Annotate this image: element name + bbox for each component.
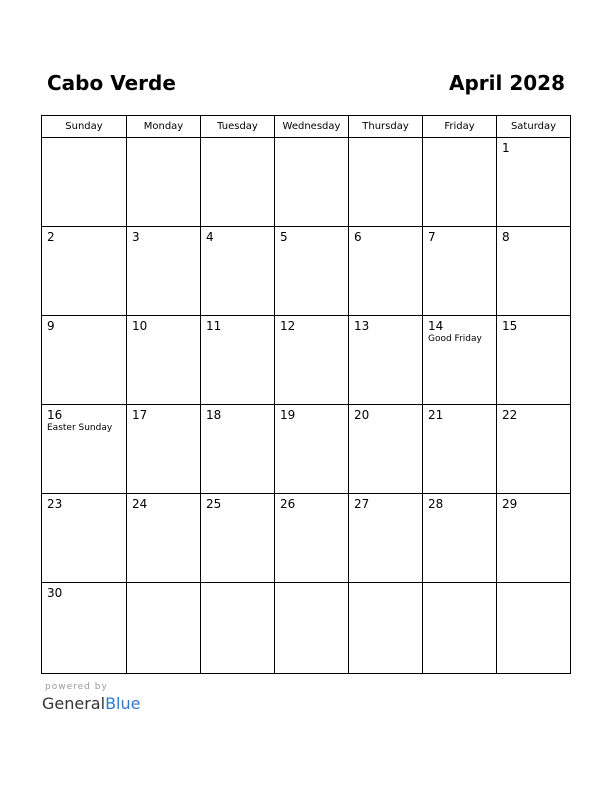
- day-cell: [127, 494, 201, 582]
- calendar-grid: [41, 115, 571, 674]
- day-number: 14: [428, 319, 444, 333]
- day-cell: [275, 583, 349, 673]
- day-number: 1: [502, 141, 510, 155]
- day-number: 23: [47, 497, 63, 511]
- holiday-label: Easter Sunday: [47, 423, 113, 433]
- day-cell: [275, 316, 349, 404]
- day-number: 16: [47, 408, 63, 422]
- day-cell: [201, 227, 275, 315]
- day-number: 19: [280, 408, 296, 422]
- weekday-header-sunday: Sunday: [42, 116, 127, 137]
- day-number: 18: [206, 408, 222, 422]
- week-row: [42, 583, 570, 673]
- day-cell: [349, 227, 423, 315]
- powered-by-label: powered by: [45, 682, 108, 692]
- day-cell: [127, 316, 201, 404]
- day-cell: [127, 405, 201, 493]
- day-cell: [275, 405, 349, 493]
- weekday-header-tuesday: Tuesday: [201, 116, 275, 137]
- day-cell: [423, 138, 497, 226]
- day-cell: [127, 227, 201, 315]
- day-number: 12: [280, 319, 296, 333]
- day-cell: [42, 583, 127, 673]
- day-cell: [497, 138, 570, 226]
- day-number: 15: [502, 319, 518, 333]
- day-number: 30: [47, 586, 63, 600]
- day-cell: [42, 227, 127, 315]
- day-cell: [275, 227, 349, 315]
- day-number: 21: [428, 408, 444, 422]
- day-cell: [349, 494, 423, 582]
- logo-text-general: General: [42, 694, 106, 713]
- day-number: 3: [132, 230, 140, 244]
- day-number: 20: [354, 408, 370, 422]
- day-cell: [201, 316, 275, 404]
- day-cell: [275, 494, 349, 582]
- week-row: [42, 405, 570, 494]
- day-number: 8: [502, 230, 510, 244]
- day-cell: [349, 316, 423, 404]
- logo-text-blue: Blue: [105, 694, 141, 713]
- weeks-container: [42, 138, 570, 673]
- day-number: 22: [502, 408, 518, 422]
- day-cell: [127, 138, 201, 226]
- weekday-header-thursday: Thursday: [349, 116, 423, 137]
- holiday-label: Good Friday: [428, 334, 482, 344]
- day-number: 26: [280, 497, 296, 511]
- week-row: [42, 316, 570, 405]
- day-cell: [497, 316, 570, 404]
- day-cell: [423, 583, 497, 673]
- week-row: [42, 494, 570, 583]
- day-cell: [42, 405, 127, 493]
- day-cell: [423, 316, 497, 404]
- generalblue-logo[interactable]: [42, 694, 140, 714]
- day-cell: [201, 405, 275, 493]
- day-cell: [201, 583, 275, 673]
- day-cell: [201, 138, 275, 226]
- day-number: 9: [47, 319, 55, 333]
- day-number: 2: [47, 230, 55, 244]
- day-number: 10: [132, 319, 148, 333]
- day-number: 29: [502, 497, 518, 511]
- day-number: 24: [132, 497, 148, 511]
- day-number: 5: [280, 230, 288, 244]
- month-year-title: April 2028: [449, 71, 565, 95]
- day-cell: [423, 494, 497, 582]
- day-number: 25: [206, 497, 222, 511]
- day-cell: [275, 138, 349, 226]
- day-cell: [349, 583, 423, 673]
- day-number: 17: [132, 408, 148, 422]
- week-row: [42, 227, 570, 316]
- day-number: 28: [428, 497, 444, 511]
- day-cell: [201, 494, 275, 582]
- day-number: 4: [206, 230, 214, 244]
- day-cell: [497, 583, 570, 673]
- day-cell: [497, 494, 570, 582]
- day-cell: [349, 405, 423, 493]
- weekday-header-row: [42, 116, 570, 138]
- day-cell: [423, 405, 497, 493]
- day-cell: [42, 494, 127, 582]
- day-cell: [497, 405, 570, 493]
- day-cell: [423, 227, 497, 315]
- day-cell: [349, 138, 423, 226]
- day-number: 27: [354, 497, 370, 511]
- week-row: [42, 138, 570, 227]
- day-cell: [42, 316, 127, 404]
- weekday-header-saturday: Saturday: [510, 121, 557, 132]
- day-cell: [42, 138, 127, 226]
- day-cell: [127, 583, 201, 673]
- weekday-header-monday: Monday: [127, 116, 201, 137]
- day-number: 7: [428, 230, 436, 244]
- day-number: 6: [354, 230, 362, 244]
- day-number: 11: [206, 319, 222, 333]
- country-title: Cabo Verde: [47, 71, 176, 95]
- weekday-header-wednesday: Wednesday: [275, 116, 349, 137]
- day-cell: [497, 227, 570, 315]
- day-number: 13: [354, 319, 370, 333]
- weekday-header-friday: Friday: [423, 116, 497, 137]
